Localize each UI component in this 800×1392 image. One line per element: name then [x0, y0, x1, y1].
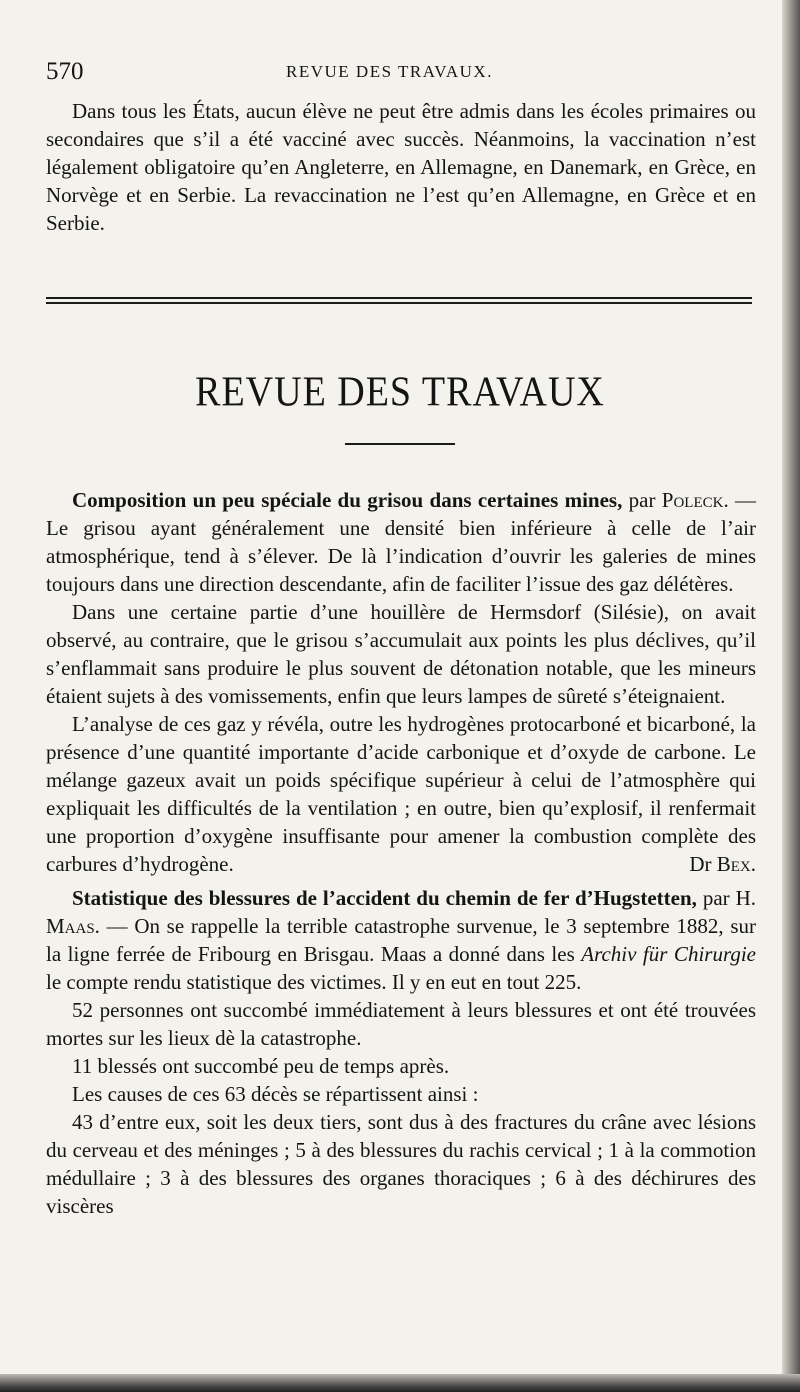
- article-body: [46, 486, 756, 1226]
- page-header: [46, 58, 756, 90]
- article-paragraph: 43 d’entre eux, soit les deux tiers, sont dus à des fractures du crâne avec lésions du cerveau et des méninges ; 5 à des blessures du rachis cervical ; 1 à la commotion médullaire ; 3 à des blessures des organes thoraciques ; 6 à des déchirures des viscères: [46, 1110, 756, 1218]
- author-by: par: [622, 488, 662, 512]
- article-title: Statistique des blessures de l’accident du chemin de fer d’Hugstetten,: [72, 886, 697, 910]
- signature-prefix: Dr: [689, 852, 717, 876]
- article-paragraph: [46, 486, 756, 598]
- page-binding-edge: [782, 0, 800, 1392]
- page-bottom-edge: [0, 1374, 800, 1392]
- article-text: — On se rappelle la terrible catastrophe survenue, le 3 septembre 1882, sur la ligne ferrée de Fribourg en Brisgau. Maas a donné dans les: [46, 914, 756, 966]
- article-grisou: [46, 486, 756, 878]
- article-paragraph: [46, 710, 756, 878]
- author-by: par H.: [696, 886, 756, 910]
- running-head: REVUE DES TRAVAUX.: [286, 62, 493, 81]
- article-title: Composition un peu spéciale du grisou dans certaines mines,: [72, 488, 623, 512]
- journal-title: Archiv für Chirurgie: [581, 942, 756, 966]
- article-hugstetten: [46, 884, 756, 1220]
- article-paragraph: Les causes de ces 63 décès se répartissent ainsi :: [72, 1082, 479, 1106]
- article-author: Poleck.: [661, 488, 729, 512]
- article-signature: [663, 850, 756, 878]
- signature-name: Bex.: [716, 852, 756, 876]
- article-text: — Le grisou ayant généralement une densité bien inférieure à celle de l’air atmosphérique, tend à s’élever. De là l’indication d’ouvrir les galeries de mines toujours dans une direction descendante, afin de faciliter l’issue des gaz délétères.: [46, 488, 756, 596]
- article-paragraph: Dans une certaine partie d’une houillère de Hermsdorf (Silésie), on avait observé, au contraire, que le grisou s’accumulait aux points les plus déclives, qu’il s’enflammait sans produire le plus souvent de détonation notable, que les mineurs étaient sujets à des vomissements, enfin que leurs lampes de sûreté s’éteignaient.: [46, 600, 756, 708]
- title-underline: [345, 443, 455, 445]
- section-title: REVUE DES TRAVAUX: [195, 368, 605, 416]
- article-text: L’analyse de ces gaz y révéla, outre les hydrogènes protocarboné et bicarboné, la présence d’une quantité importante d’acide carbonique et d’oxyde de carbone. Le mélange gazeux avait un poids spécifique supérieur à celui de l’atmosphère qui expliquait les difficultés de la ventilation ; en outre, bien qu’explosif, il renfermait une proportion d’oxygène insuffisante pour amener la combustion complète des carbures d’hydrogène.: [46, 712, 756, 876]
- intro-text-block: [46, 97, 756, 237]
- article-author: Maas.: [46, 914, 100, 938]
- section-divider: [46, 297, 752, 304]
- page-number: 570: [46, 58, 84, 85]
- article-paragraph: [46, 884, 756, 996]
- article-text: le compte rendu statistique des victimes. Il y en eut en tout 225.: [46, 970, 582, 994]
- article-paragraph: 52 personnes ont succombé immédiatement à leurs blessures et ont été trouvées mortes sur les lieux dè la catastrophe.: [46, 998, 756, 1050]
- article-paragraph: 11 blessés ont succombé peu de temps après.: [72, 1054, 450, 1078]
- intro-paragraph: Dans tous les États, aucun élève ne peut être admis dans les écoles primaires ou secondaires que s’il a été vacciné avec succès. Néanmoins, la vaccination n’est légalement obligatoire qu’en Angleterre, en Allemagne, en Danemark, en Grèce, en Norvège et en Serbie. La revaccination ne l’est qu’en Allemagne, en Grèce et en Serbie.: [46, 99, 756, 235]
